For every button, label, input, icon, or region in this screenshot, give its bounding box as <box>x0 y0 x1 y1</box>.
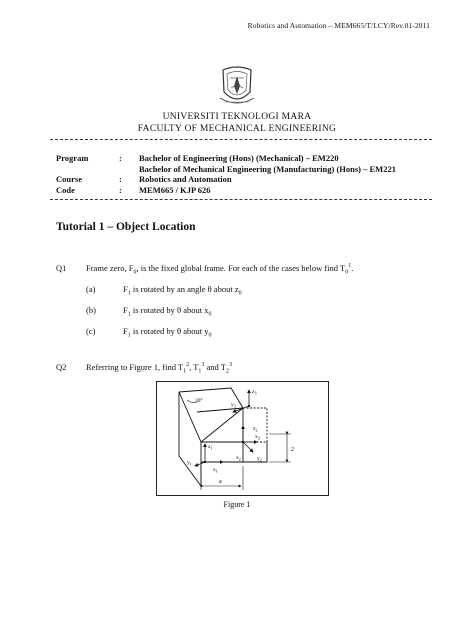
q2-superscript: 2 <box>186 362 190 369</box>
info-row-program <box>56 153 459 164</box>
course-info-block <box>56 153 459 195</box>
info-label: Code <box>56 184 75 195</box>
item-subscript: 1 <box>127 290 131 297</box>
q1-text-part: . <box>351 263 354 273</box>
item-text-part: is rotated by θ about x <box>130 305 209 315</box>
item-text-part: is rotated by an angle θ about z <box>130 284 239 294</box>
question-text-q1 <box>86 263 353 276</box>
item-text-part: F <box>123 326 128 336</box>
item-text-part: is rotated by θ about y <box>130 326 209 336</box>
axis-label-x3: $x_3$ <box>255 434 260 441</box>
document-reference: Robotics and Automation – MEM665/T/LCY/Rev.01-2011 <box>247 21 430 30</box>
q2-subscript: 2 <box>225 368 229 375</box>
axis-label-z3: $z_3$ <box>252 389 257 396</box>
info-colon: : <box>119 184 122 195</box>
figure-caption: Figure 1 <box>223 500 251 509</box>
info-label: Course <box>56 174 82 184</box>
origin-frame-3 <box>248 405 250 407</box>
info-colon: : <box>119 174 122 184</box>
divider-top <box>50 139 432 140</box>
axis-label-z1: $z_1$ <box>208 444 213 451</box>
info-label <box>56 164 119 175</box>
info-row-program-2 <box>56 164 459 175</box>
origin-frame-1 <box>204 461 206 463</box>
axis-label-z2: $z_2$ <box>253 426 258 433</box>
item-text-part: F <box>123 305 128 315</box>
faculty-name: FACULTY OF MECHANICAL ENGINEERING <box>137 124 337 134</box>
info-colon: : <box>119 153 122 163</box>
q1-subscript: 0 <box>345 269 349 276</box>
q2-text-part: and T <box>204 362 226 372</box>
q1-item-text <box>123 305 211 318</box>
q1-superscript: 1 <box>348 263 352 270</box>
item-subscript: 1 <box>127 332 131 339</box>
info-colon <box>119 164 139 175</box>
q1-item-text <box>123 326 211 339</box>
axis-label-y3: $y_3$ <box>231 402 236 409</box>
q1-item-text <box>123 284 242 297</box>
dim-label-bottom: a <box>219 479 222 485</box>
q2-superscript: 3 <box>201 362 205 369</box>
figure-1-frame <box>156 381 329 496</box>
divider-bottom <box>50 199 432 200</box>
q2-superscript: 3 <box>228 362 232 369</box>
q2-subscript: 1 <box>198 368 202 375</box>
question-number-q1: Q1 <box>56 263 67 273</box>
info-value: MEM665 / KJP 626 <box>139 184 211 195</box>
item-subscript: 0 <box>208 332 212 339</box>
info-value: Robotics and Automation <box>139 174 232 184</box>
q1-item-label: (b) <box>86 305 96 315</box>
q1-item-label: (c) <box>86 326 96 336</box>
robot-frames-diagram <box>157 382 328 495</box>
q1-subscript: 0 <box>133 269 137 276</box>
origin-frame-2 <box>242 441 244 443</box>
tutorial-title: Tutorial 1 – Object Location <box>56 221 196 233</box>
item-subscript: 1 <box>127 311 131 318</box>
item-subscript: 0 <box>208 311 212 318</box>
question-number-q2: Q2 <box>56 362 67 372</box>
dim-label-right: 2 <box>291 447 294 453</box>
axis-label-x1: $x_1$ <box>213 467 218 474</box>
q2-text-part: , T <box>189 362 199 372</box>
info-row-code <box>56 185 459 196</box>
university-name: UNIVERSITI TEKNOLOGI MARA <box>162 112 312 122</box>
question-text-q2 <box>86 362 232 375</box>
info-row-course <box>56 174 459 185</box>
axis-label-y2: $y_2$ <box>257 456 262 463</box>
info-label: Program <box>56 153 89 163</box>
info-value: Bachelor of Mechanical Engineering (Manufacturing) (Hons) – EM221 <box>139 163 396 174</box>
item-text-part: F <box>123 284 128 294</box>
item-subscript: 0 <box>238 290 242 297</box>
q2-subscript: 1 <box>183 368 187 375</box>
axis-label-y1: $y_1$ <box>187 460 192 467</box>
dimension-right <box>269 434 291 462</box>
dimension-bottom <box>201 466 243 490</box>
info-value: Bachelor of Engineering (Hons) (Mechanical) – EM220 <box>139 153 339 163</box>
q2-text-part: Referring to Figure 1, find T <box>86 362 184 372</box>
q1-text-part: , is the fixed global frame. For each of the cases below find T <box>136 263 346 273</box>
university-crest-logo <box>217 64 257 108</box>
q1-item-label: (a) <box>86 284 96 294</box>
angle-label: 30° <box>195 398 203 404</box>
axis-label-x2: $x_2$ <box>236 455 241 462</box>
q1-text-part: Frame zero, F <box>86 263 134 273</box>
